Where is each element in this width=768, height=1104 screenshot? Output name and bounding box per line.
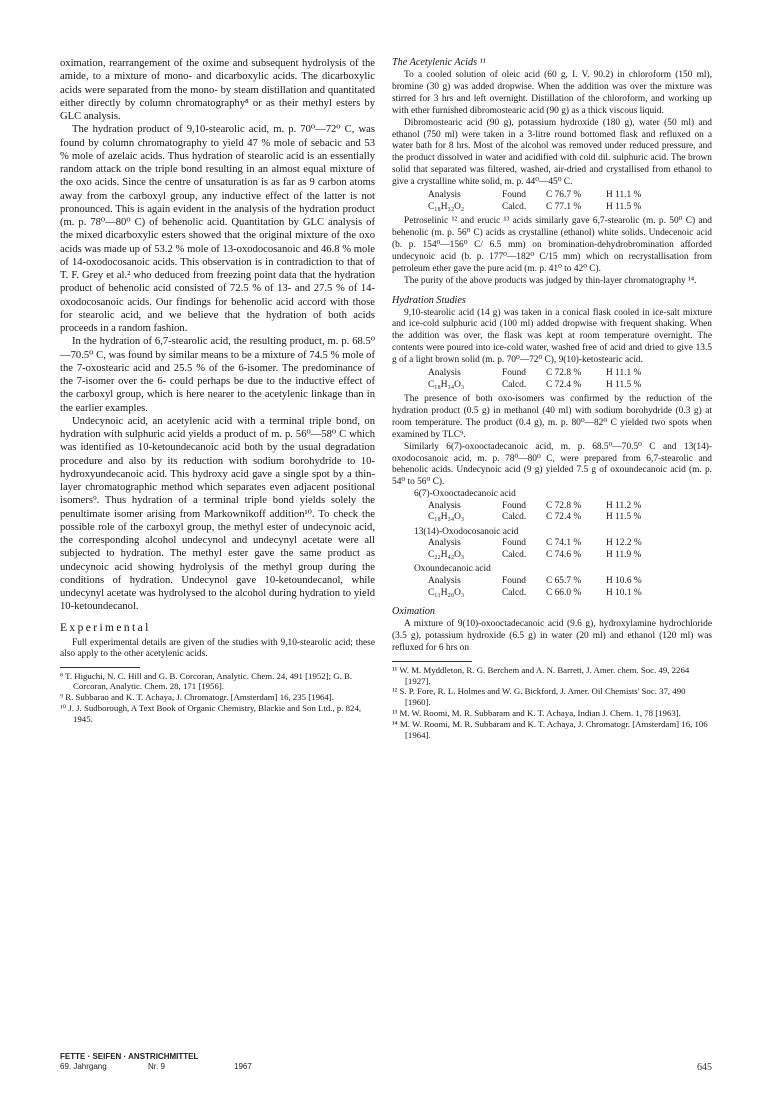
journal-volume: 69. Jahrgang [60, 1062, 107, 1071]
paragraph: A mixture of 9(10)-oxooctadecanoic acid (9.6 g), hydroxylamine hydrochloride (3.5 g), potassium hydroxide (6.5 g) in water (20 ml) and ethanol (120 ml) was refluxed for 6 hrs on [392, 619, 712, 653]
paragraph: The purity of the above products was judged by thin-layer chromatography ¹⁴. [404, 275, 697, 286]
footnote: ¹² S. P. Fore, R. L. Holmes and W. G. Bickford, J. Amer. Oil Chemists' Soc. 37, 490 [1960]. [392, 686, 686, 708]
subsection-heading-hydration: Hydration Studies [392, 294, 466, 306]
footnote-divider [392, 661, 472, 662]
paragraph: Dibromostearic acid (90 g), potassium hydroxide (180 g), water (50 ml) and ethanol (750 ml) were taken in a 3-litre round bottomed flask and refluxed on a water bath for 8 hrs. Most of the alcohol was removed under reduced pressure, and the product dissolved in water and acidified with cold dil. sulphuric acid. The brown solid that separated was filtered, washed, air-dried and crystallised from ethanol to give a crystalline white solid, m. p. 44⁰—45⁰ C. [392, 117, 712, 188]
paragraph: Full experimental details are given of the studies with 9,10-stearolic acid; these also apply to the other acetylenic acids. [60, 637, 375, 660]
subsection-heading-acetylenic: The Acetylenic Acids ¹¹ [392, 57, 486, 68]
journal-name: FETTE · SEIFEN · ANSTRICHMITTEL [60, 1052, 199, 1061]
paragraph: To a cooled solution of oleic acid (60 g, I. V. 90.2) in chloroform (150 ml), bromine (30 g) was added dropwise. When the addition was over the mixture was stirred for 3 hrs and left overnight. Distillation of the chloroform, and working up with ether furnished dibromostearic acid (90 g) as a thick viscous liquid. [392, 70, 712, 116]
analysis-table: Analysis Found C 72.8 % H 11.1 % C₁₈H₃₄O₃ Calcd. C 72.4 % H 11.5 % [428, 368, 642, 390]
paragraph: 9,10-stearolic acid (14 g) was taken in a conical flask cooled in ice-salt mixture and ice-cold sulphuric acid (100 ml) added dropwise with frequent shaking. When the addition was over, the flask was kept at room temperature overnight. The contents were poured into ice-cold water, washed free of acid and dried to give 13.5 g of a light brown solid (m. p. 70⁰—72⁰ C), 9(10)-ketostearic acid. [392, 307, 712, 366]
footnote: ⁸ T. Higuchi, N. C. Hill and G. B. Corcoran, Analytic. Chem. 24, 491 [1952]; G. B. Corcoran, Analytic. Chem. 28, 171 [1956]. [60, 670, 353, 692]
footnote: ¹¹ W. M. Myddleton, R. G. Berchem and A. N. Barrett, J. Amer. chem. Soc. 49, 2264 [1927]. [392, 664, 690, 686]
paragraph: In the hydration of 6,7-stearolic acid, the resulting product, m. p. 68.5⁰—70.5⁰ C, was found by similar means to be a mixture of 74.5 % mole of the 7-oxostearic acid and 25.5 % of the 6-isomer. The predominance of the 7-isomer over the 6- could perhaps be due to the inductive effect of the carboxyl group, which is here nearer to the acetylenic linkage than in the earlier examples. [60, 336, 375, 414]
page-number: 645 [697, 1062, 712, 1073]
footnote-divider [60, 667, 140, 668]
paragraph: Similarly 6(7)-oxooctadecanoic acid, m. p. 68.5⁰—70.5⁰ C and 13(14)-oxodocosanoic acid, m. p. 78⁰—80⁰ C, were prepared from 6,7-stearolic and behenolic acids. Undecynoic acid (9 g) yielded 7.5 g of oxoundecanoic acid (m. p. 54⁰ to 56⁰ C). [392, 441, 712, 488]
paragraph: oximation, rearrangement of the oxime and subsequent hydrolysis of the amide, to a mixture of mono- and dicarboxylic acids. The dicarboxylic acids were separated from the mono- by steam distillation and quantitated either directly by column chromatography⁸ or as their methyl esters by GLC analysis. [60, 58, 375, 122]
right-column [392, 57, 712, 740]
left-column [60, 57, 375, 725]
compound-label: Oxoundecanoic acid [414, 564, 491, 575]
journal-issue: Nr. 9 [148, 1062, 165, 1071]
journal-footer [60, 1052, 252, 1072]
footnote: ⁹ R. Subbarao and K. T. Achaya, J. Chromatogr. [Amsterdam] 16, 235 [1964]. [60, 692, 334, 703]
compound-label: 6(7)-Oxooctadecanoic acid [414, 489, 516, 500]
subsection-heading-oximation: Oximation [392, 606, 436, 618]
section-heading-experimental: Experimental [60, 621, 151, 634]
journal-year: 1967 [234, 1062, 252, 1071]
paragraph: The hydration product of 9,10-stearolic acid, m. p. 70⁰—72⁰ C, was found by column chromatography to yield 47 % mole of sebacic and 53 % mole of azelaic acids. Thus hydration of stearolic acid is an essentially random attack on the triple bond resulting in an almost equal mixture of the oxo acids. Since the centre of unsaturation is as far as 9 carbon atoms away from the carboxyl group, any inductive effect of the latter is not pronounced. This is again evident in the analysis of the hydration product (m. p. 78⁰—80⁰ C) of behenolic acid. Quantitation by GLC analysis of the mixed dicarboxylic esters showed that the original mixture of the oxo acids was made up of 53.2 % mole of 13-oxodocosanoic and 46.8 % mole of 14-oxodocosanoic acids. This observation is in contradiction to that of T. F. Grey et al.² who deduced from freezing point data that the hydration product of behenolic acid consisted of 72.5 % of 13- and 27.5 % of 14-oxodocosanoic acids. Our findings for behenolic acid accord with those for stearolic acid, and we believe that the hydration of both acids proceeds in a random fashion. [60, 124, 375, 334]
paragraph: Undecynoic acid, an acetylenic acid with a terminal triple bond, on hydration with sulphuric acid yields a product of m. p. 56⁰—58⁰ C which was identified as 10-ketoundecanoic acid both by the usual degradation procedure and also by its reduction with sodium borohydride to 10-hydroxyundecanoic acid. This hydroxy acid gave a single spot by a thin-layer chromatographic method which separates even adjacent positional isomers⁹. Thus hydration of a terminal triple bond yields solely the penultimate isomer arising from Markownikoff addition¹⁰. To check the possible role of the carboxyl group, the methyl ester of undecynoic acid, the corresponding alcohol undecynol and undecynyl acetate were all subjected to hydration. The methyl ester gave the same product as undecynoic acid showing hydrolysis of the methyl group during the conditions of hydration. Undecynol gave 10-ketoundecanol, while undecynyl acetate was hydrolysed to the alcohol during hydration to yield 10-ketoundecanol. [60, 415, 375, 613]
paragraph: The presence of both oxo-isomers was confirmed by the reduction of the hydration product (0.5 g) in methanol (40 ml) with sodium borohydride (0.3 g) at room temperature. The product (0.4 g), m. p. 80⁰—82⁰ C yielded two spots when examined by TLC⁹. [392, 394, 712, 440]
analysis-table: Analysis Found C 72.8 % H 11.2 % C₁₈H₃₄O₃ Calcd. C 72.4 % H 11.5 % [428, 500, 642, 523]
analysis-table: Analysis Found C 76.7 % H 11.1 % C₁₈H₃₂O₂ Calcd. C 77.1 % H 11.5 % [428, 190, 642, 212]
analysis-table: Analysis Found C 74.1 % H 12.2 % C₂₂H₄₂O₃ Calcd. C 74.6 % H 11.9 % [428, 538, 642, 560]
compound-label: 13(14)-Oxodocosanoic acid [414, 526, 519, 537]
paragraph: Petroselinic ¹² and erucic ¹³ acids similarly gave 6,7-stearolic (m. p. 50⁰ C) and behenolic (m. p. 56⁰ C) acids as crystalline (ethanol) white solids. Undecenoic acid (b. p. 154⁰—156⁰ C/ 6.5 mm) on bromination-dehydrobromination afforded undecynoic acid (b. p. 177⁰—182⁰ C/15 mm) which on recrystallisation from petroleum ether gave the pure acid (m. p. 41⁰ to 42⁰ C). [392, 216, 712, 274]
footnote: ¹⁴ M. W. Roomi, M. R. Subbaram and K. T. Achaya, J. Chromatogr. [Amsterdam] 16, 106 [1964]. [392, 718, 708, 740]
footnote: ¹⁰ J. J. Sudborough, A Text Book of Organic Chemistry, Blackie and Son Ltd., p. 824, 1945. [60, 703, 362, 724]
footnote: ¹³ M. W. Roomi, M. R. Subbaram and K. T. Achaya, Indian J. Chem. 1, 78 [1963]. [392, 707, 681, 718]
analysis-table: Analysis Found C 65.7 % H 10.6 % C₁₁H₂₀O₃ Calcd. C 66.0 % H 10.1 % [428, 576, 642, 598]
